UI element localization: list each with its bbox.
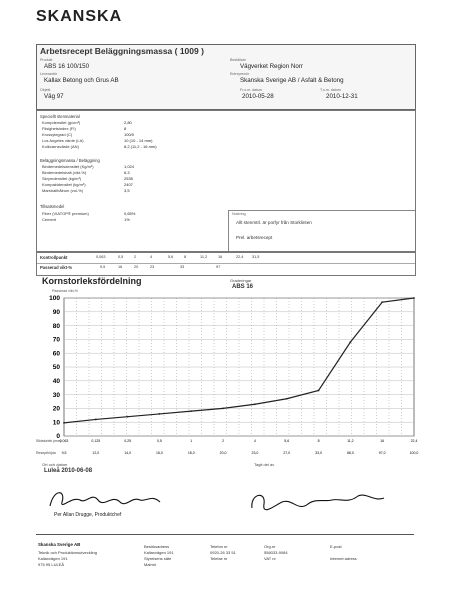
- control-sieve: 11,2: [200, 255, 208, 259]
- y-tick-label: 100: [49, 295, 60, 303]
- footer-dept: Teknik och Produktionsutveckling: [38, 550, 97, 555]
- control-passed-value: 16: [118, 265, 123, 269]
- location-date-value: Luleå 2010-06-08: [44, 468, 93, 474]
- stone-row-value: 8,2 (11,2 - 16 mm): [124, 144, 157, 149]
- x2-axis-label: Resepthöjda: [36, 451, 56, 455]
- to-date-label: T.o.m. datum: [320, 88, 341, 92]
- signature-left: [50, 493, 160, 506]
- from-date-value: 2010-05-28: [242, 93, 274, 100]
- contractor-value: Skanska Sverige AB / Asfalt & Betong: [240, 77, 344, 84]
- client-value: Vägverket Region Norr: [240, 63, 303, 70]
- grading-point: [318, 390, 320, 392]
- x2-tick-label: 33,0: [315, 451, 322, 455]
- stone-row-value: 2,80: [124, 120, 132, 125]
- footer-phone: 0920-26 33 51: [210, 550, 236, 555]
- footer-fax-label: Telefax nr: [210, 556, 228, 561]
- grading-point: [222, 408, 224, 410]
- x2-tick-label: 20,0: [219, 451, 227, 455]
- control-sieve: 31,5: [252, 255, 260, 259]
- footer-seat-label: Styrelsens säte: [144, 556, 172, 561]
- control-sieve: 8: [184, 255, 187, 259]
- control-sieve: 2: [134, 255, 137, 259]
- x-tick-label: 0,125: [91, 439, 101, 443]
- x-tick-label: 8: [317, 439, 320, 443]
- footer-seat: Malmö: [144, 562, 157, 567]
- additive-row-value: 0,65%: [124, 211, 136, 216]
- mix-row-label: Kompaktdensitet (kg/m³): [42, 182, 86, 187]
- y-tick-label: 70: [52, 336, 60, 344]
- grading-point: [413, 297, 415, 299]
- grading-point: [159, 413, 161, 415]
- footer-street: Kallaxvägen 191: [38, 556, 68, 561]
- grading-point: [63, 422, 65, 424]
- object-value: Väg 97: [44, 93, 64, 100]
- object-label: Objekt: [40, 88, 51, 92]
- additive-heading: Tillsatsmedel: [40, 204, 65, 209]
- mix-row-value: 2407: [124, 182, 133, 187]
- product-value: ABS 16 100/150: [44, 63, 90, 70]
- client-label: Beställare: [230, 58, 246, 62]
- footer-phone-label: Telefon nr: [210, 544, 228, 549]
- control-label: Kontrollpunkt: [40, 255, 68, 260]
- y-tick-label: 60: [52, 350, 60, 358]
- supplier-value: Kallax Betong och Grus AB: [44, 77, 119, 84]
- location-date-label: Ort och datum: [42, 462, 68, 467]
- control-sieve: 4: [150, 255, 153, 259]
- stone-row-label: Krossytegrad (C): [42, 132, 73, 137]
- footer-city: 975 95 LULEÅ: [38, 562, 65, 567]
- mix-row-label: Bindemedelsdensitet (Kg/m³): [42, 164, 94, 169]
- signer-name: Per Allan Drugge, Produktchef: [54, 512, 122, 518]
- footer-email-label: E-post: [330, 544, 342, 549]
- stone-heading: Speciellt stenmaterial: [40, 114, 80, 119]
- x2-tick-label: 23,0: [251, 451, 259, 455]
- footer-orgnr-label: Org.nr: [264, 544, 276, 549]
- y-tick-label: 40: [52, 378, 60, 385]
- grading-point: [349, 341, 351, 343]
- y-tick-label: 30: [52, 391, 60, 399]
- grading-point: [381, 301, 383, 303]
- stone-row-label: Flisighetsindex (FI): [42, 126, 76, 131]
- x2-tick-label: 9,5: [61, 451, 67, 455]
- x2-tick-label: 16,0: [156, 451, 163, 455]
- notes-label: Notering: [232, 212, 246, 216]
- footer-orgnr: 556033-9084: [264, 550, 288, 555]
- y-tick-label: 80: [52, 322, 60, 330]
- mix-row-value: 1,024: [124, 164, 135, 169]
- supplier-label: Leverantör: [40, 72, 58, 76]
- grading-point: [127, 416, 129, 418]
- x2-tick-label: 14,0: [124, 451, 132, 455]
- notes-line-2: Prel. arbetsrecept: [236, 235, 273, 240]
- grading-point: [254, 403, 256, 405]
- stone-row-value: 10 (10 - 14 mm): [124, 138, 153, 143]
- additive-row-label: Cement: [42, 217, 57, 222]
- y-tick-label: 0: [56, 433, 60, 441]
- y-tick-label: 90: [52, 309, 60, 316]
- control-sieve: 0,5: [118, 255, 124, 259]
- y-tick-label: 10: [52, 419, 60, 427]
- x2-tick-label: 18,0: [187, 451, 195, 455]
- x-tick-label: 2: [222, 439, 225, 443]
- x2-tick-label: 27,0: [283, 451, 291, 455]
- y-tick-label: 50: [52, 364, 60, 372]
- mix-row-value: 2535: [124, 176, 133, 181]
- stone-row-value: 100/0: [124, 132, 135, 137]
- grading-point: [95, 419, 97, 421]
- mix-row-label: Skrymdensitet (kg/m³): [42, 176, 82, 181]
- x2-tick-label: 97,0: [378, 451, 386, 455]
- control-passed-value: 23: [150, 265, 155, 269]
- grade-label: Graderingar: [230, 278, 252, 283]
- chart-title: Kornstorleksfördelning: [42, 276, 142, 286]
- brand-logo: SKANSKA: [36, 8, 123, 25]
- mix-row-value: 6,3: [124, 170, 130, 175]
- grading-point: [190, 410, 192, 412]
- document-title: Arbetsrecept Beläggningsmassa ( 1009 ): [40, 46, 204, 56]
- footer-visit-label: Besöksadress: [144, 544, 170, 549]
- control-passed-value: 97: [216, 265, 221, 269]
- additive-row-label: Fiber (VIATOP® premium): [42, 211, 89, 216]
- x2-tick-label: 12,0: [92, 451, 100, 455]
- contractor-label: Entreprenör: [230, 72, 249, 76]
- from-date-label: Fr.o.m. datum: [240, 88, 263, 92]
- x-tick-label: 16: [380, 439, 385, 443]
- signature-right: [252, 495, 384, 510]
- x-tick-label: 0,25: [124, 439, 132, 443]
- footer-internet-label: Internet adress: [330, 556, 357, 561]
- control-passed-value: 9,5: [100, 265, 106, 269]
- passed-label: Passerad vikt-%: [40, 265, 73, 270]
- control-sieve: 16: [218, 255, 223, 259]
- x2-tick-label: 100,0: [409, 451, 419, 455]
- y-axis-label: Passerad vikt-%: [52, 289, 78, 293]
- x-tick-label: 0,5: [157, 439, 162, 443]
- mix-row-label: Bindemedelshalt (vikt-%): [42, 170, 87, 175]
- footer-vat-label: VAT nr: [264, 556, 276, 561]
- x2-tick-label: 68,0: [346, 451, 354, 455]
- control-passed-value: 33: [180, 265, 185, 269]
- grading-point: [286, 398, 288, 400]
- mix-row-label: Marshallhålrum (vol-%): [42, 188, 84, 193]
- grade-value: ABS 16: [232, 284, 254, 290]
- footer-visit-street: Kallaxvägen 191: [144, 550, 174, 555]
- notes-line-1: Allt stenmtrl. är porfyr från Storklinten: [236, 220, 312, 225]
- control-passed-value: 20: [134, 265, 139, 269]
- to-date-value: 2010-12-31: [326, 93, 358, 100]
- y-tick-label: 20: [52, 405, 60, 413]
- x-axis-label: Siktstorlek (mm): [36, 439, 62, 443]
- x-tick-label: 0,063: [59, 439, 69, 443]
- control-sieve: 22,4: [236, 255, 244, 259]
- x-tick-label: 1: [190, 439, 193, 443]
- control-sieve: 5,6: [168, 255, 174, 259]
- product-label: Produkt: [40, 58, 53, 62]
- mix-heading: Beläggningsmassa / Beläggning: [40, 158, 100, 163]
- stone-row-value: 8: [124, 126, 127, 131]
- acknowledged-label: Tagit del av: [254, 462, 275, 467]
- control-sieve: 0,063: [96, 255, 106, 259]
- mix-row-value: 3,5: [124, 188, 130, 193]
- additive-row-value: 1%: [124, 217, 130, 222]
- stone-row-label: Los Angeles värde (LA): [42, 138, 84, 143]
- x-tick-label: 11,2: [347, 439, 354, 443]
- x-tick-label: 4: [253, 439, 256, 443]
- stone-row-label: Kulkvarnsvärde (AN): [42, 144, 79, 149]
- stone-row-label: Kompdensitet (g/cm³): [42, 120, 81, 125]
- x-tick-label: 22,4: [410, 439, 418, 443]
- footer-company: Skanska Sverige AB: [38, 542, 81, 547]
- x-tick-label: 5,6: [284, 439, 290, 443]
